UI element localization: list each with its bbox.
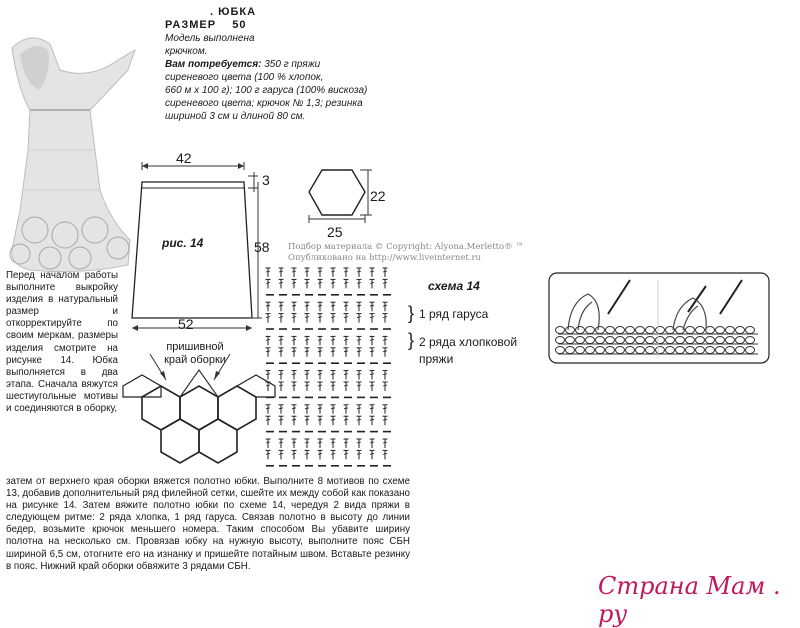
chart-stitch-bar xyxy=(305,271,309,272)
chart-stitch-bar xyxy=(305,385,309,386)
chart-stitch-bar xyxy=(357,351,361,352)
chart-stitch-bar xyxy=(318,442,322,443)
need-line1: Вам потребуется: 350 г пряжи xyxy=(165,59,321,70)
chart-stitch-bar xyxy=(305,317,309,318)
chart-stitch-bar xyxy=(357,374,361,375)
chart-stitch-bar xyxy=(370,282,374,283)
need-line2: сиреневого цвета (100 % хлопок, xyxy=(165,72,324,83)
chart-stitch-bar xyxy=(305,305,309,306)
figure-label: рис. 14 xyxy=(162,236,204,250)
chart-stitch-bar xyxy=(344,339,348,340)
legend-cotton: 2 ряда хлопковой пряжи xyxy=(419,335,518,366)
chart-stitch-bar xyxy=(344,442,348,443)
chart-stitch-bar xyxy=(292,419,296,420)
chart-stitch-bar xyxy=(318,282,322,283)
chart-stitch-bar xyxy=(344,419,348,420)
chart-stitch-bar xyxy=(331,271,335,272)
chart-stitch-bar xyxy=(266,351,270,352)
chart-row xyxy=(266,405,388,414)
chart-stitch-bar xyxy=(331,339,335,340)
chart-row xyxy=(266,302,388,311)
chart-stitch-bar xyxy=(357,317,361,318)
hex-dim-width: 25 xyxy=(327,224,343,240)
chart-stitch-bar xyxy=(305,282,309,283)
chart-stitch-bar xyxy=(279,271,283,272)
chart-stitch-bar xyxy=(292,408,296,409)
chart-stitch-bar xyxy=(383,305,387,306)
chart-stitch-bar xyxy=(305,408,309,409)
chart-stitch-bar xyxy=(331,453,335,454)
chart-stitch-bar xyxy=(318,305,322,306)
chart-stitch-bar xyxy=(357,271,361,272)
skirt-photo xyxy=(0,30,140,280)
chart-stitch-bar xyxy=(357,339,361,340)
model-line2: крючком. xyxy=(165,46,208,57)
chart-stitch-bar xyxy=(292,351,296,352)
chart-stitch-bar xyxy=(292,305,296,306)
chart-stitch-bar xyxy=(318,374,322,375)
sewn-edge-label: пришивной край оборки xyxy=(164,341,226,366)
chart-stitch-bar xyxy=(266,385,270,386)
chart-stitch-bar xyxy=(331,419,335,420)
chart-stitch-bar xyxy=(292,339,296,340)
chart-stitch-bar xyxy=(292,453,296,454)
chart-stitch-bar xyxy=(383,442,387,443)
chart-row xyxy=(266,439,388,448)
dim-height: 58 xyxy=(254,239,270,255)
chart-row xyxy=(266,336,388,345)
legend-garus: 1 ряд гаруса xyxy=(419,307,489,321)
credit-text: Подбор материала © Copyright: Alyona.Merletto® ™ Опубликовано на http://www.liveinternet.ru xyxy=(288,242,524,263)
chart-stitch-bar xyxy=(318,453,322,454)
chart-stitch-bar xyxy=(279,453,283,454)
chart-stitch-bar xyxy=(370,419,374,420)
chart-stitch-bar xyxy=(305,453,309,454)
chart-row xyxy=(266,450,388,459)
chart-stitch-bar xyxy=(279,317,283,318)
chart-stitch-bar xyxy=(357,453,361,454)
chart-stitch-bar xyxy=(344,408,348,409)
instructions-bottom: затем от верхнего края оборки вяжется полотно юбки. Выполните 8 мотивов по схеме 13, добавив дополнительный ряд филейной сетки, сшейте их между собой как показано на рисунке 14. Затем вяжите полотно юбки по схеме 14, чередуя 2 вида пряжи в следующем ритме: 2 ряда хлопка, 1 ряд гаруса. Связав полотно в высоту до линии бедер, возьмите крючок меньшего номера. Таким способом Вы убавите ширину полотна на несколько см. Провязав юбку на нужную высоту, выполните пояс СБН шириной 6,5 см, отогните его на изнанку и пришейте потайным швом. Вставьте резинку в пояс. Нижний край оборки обвяжите 3 рядами СБН. xyxy=(6,476,410,572)
chart-stitch-bar xyxy=(383,453,387,454)
chart-stitch-bar xyxy=(318,351,322,352)
chart-stitch-bar xyxy=(318,339,322,340)
dim-waist: 3 xyxy=(262,172,270,188)
chart-stitch-bar xyxy=(292,374,296,375)
chart-stitch-bar xyxy=(292,271,296,272)
chart-stitch-bar xyxy=(370,453,374,454)
schema-title: схема 14 xyxy=(428,279,480,293)
hex-dim-height: 22 xyxy=(370,188,386,204)
chart-stitch-bar xyxy=(318,419,322,420)
chart-stitch-bar xyxy=(331,374,335,375)
chart-stitch-bar xyxy=(331,351,335,352)
chart-stitch-bar xyxy=(383,419,387,420)
chart-row xyxy=(266,348,388,357)
chart-stitch-bar xyxy=(305,442,309,443)
chart-stitch-bar xyxy=(331,408,335,409)
chart-stitch-bar xyxy=(370,374,374,375)
chart-stitch-bar xyxy=(331,385,335,386)
materials-info xyxy=(165,32,375,123)
chart-stitch-bar xyxy=(318,271,322,272)
chart-stitch-bar xyxy=(266,339,270,340)
chart-stitch-bar xyxy=(370,317,374,318)
chart-stitch-bar xyxy=(305,339,309,340)
chart-stitch-bar xyxy=(357,385,361,386)
site-logo: Страна Мам . ру xyxy=(598,572,781,628)
chart-stitch-bar xyxy=(279,282,283,283)
chart-stitch-bar xyxy=(266,374,270,375)
chart-stitch-bar xyxy=(370,351,374,352)
model-line1: Модель выполнена xyxy=(165,33,255,44)
chart-stitch-bar xyxy=(344,351,348,352)
chart-stitch-bar xyxy=(383,374,387,375)
brace-1: } xyxy=(408,303,415,323)
chart-stitch-bar xyxy=(266,442,270,443)
chart-stitch-bar xyxy=(292,282,296,283)
chart-stitch-bar xyxy=(292,442,296,443)
chart-stitch-bar xyxy=(370,305,374,306)
chart-row xyxy=(266,371,388,380)
crochet-chart xyxy=(262,262,415,474)
chart-stitch-bar xyxy=(318,385,322,386)
chart-row xyxy=(266,382,388,391)
chart-stitch-bar xyxy=(357,282,361,283)
chart-stitch-bar xyxy=(344,305,348,306)
dim-width-top: 42 xyxy=(176,150,192,166)
chart-stitch-bar xyxy=(370,385,374,386)
article-title: . ЮБКА xyxy=(210,6,257,18)
chart-stitch-bar xyxy=(357,305,361,306)
chart-stitch-bar xyxy=(370,442,374,443)
instructions-left-column: Перед началом работы выполните выкройку изделия в натуральный размер и откорректируйте по своим меркам, размеры изделия смотрите на рисунке 14. Юбка выполняется в два этапа. Сначала вяжутся шестиугольные мотивы и соединяются в оборку, xyxy=(6,270,118,415)
chart-stitch-bar xyxy=(370,408,374,409)
chart-row xyxy=(266,314,388,323)
chart-stitch-bar xyxy=(305,374,309,375)
chart-row xyxy=(266,416,388,425)
chart-stitch-bar xyxy=(266,453,270,454)
chart-stitch-bar xyxy=(370,271,374,272)
chart-stitch-bar xyxy=(318,317,322,318)
need-line3: 660 м х 100 г); 100 г гаруса (100% вискоза) xyxy=(165,85,368,96)
chart-stitch-bar xyxy=(279,385,283,386)
chart-stitch-bar xyxy=(383,271,387,272)
brace-2: } xyxy=(408,330,415,350)
chart-stitch-bar xyxy=(383,408,387,409)
chart-stitch-bar xyxy=(344,385,348,386)
hexagon-motif xyxy=(300,165,380,230)
chart-row xyxy=(266,268,388,277)
chart-stitch-bar xyxy=(344,271,348,272)
chart-stitch-bar xyxy=(266,282,270,283)
chart-stitch-bar xyxy=(305,351,309,352)
chart-stitch-bar xyxy=(331,317,335,318)
chart-stitch-bar xyxy=(305,419,309,420)
chart-stitch-bar xyxy=(279,339,283,340)
chart-stitch-bar xyxy=(331,305,335,306)
chart-stitch-bar xyxy=(266,419,270,420)
chart-stitch-bar xyxy=(266,271,270,272)
chart-stitch-bar xyxy=(383,317,387,318)
chart-stitch-bar xyxy=(383,339,387,340)
dim-width-bottom: 52 xyxy=(178,316,194,332)
chart-stitch-bar xyxy=(383,282,387,283)
chart-stitch-bar xyxy=(279,442,283,443)
chart-stitch-bar xyxy=(292,385,296,386)
chart-stitch-bar xyxy=(266,408,270,409)
chart-row xyxy=(266,279,388,288)
chart-stitch-bar xyxy=(357,442,361,443)
chart-stitch-bar xyxy=(331,282,335,283)
chart-stitch-bar xyxy=(266,305,270,306)
chart-stitch-bar xyxy=(279,374,283,375)
need-line5: шириной 3 см и длиной 80 см. xyxy=(165,111,306,122)
chart-stitch-bar xyxy=(279,305,283,306)
chart-stitch-bar xyxy=(318,408,322,409)
size-line: РАЗМЕР 50 xyxy=(165,19,247,31)
chart-stitch-bar xyxy=(344,282,348,283)
chart-stitch-bar xyxy=(279,351,283,352)
chart-stitch-bar xyxy=(279,419,283,420)
need-line4: сиреневого цвета; крючок № 1,3; резинка xyxy=(165,98,363,109)
crochet-technique-illustration xyxy=(548,272,770,364)
chart-stitch-bar xyxy=(279,408,283,409)
chart-stitch-bar xyxy=(344,317,348,318)
chart-stitch-bar xyxy=(383,385,387,386)
chart-stitch-bar xyxy=(357,419,361,420)
chart-stitch-bar xyxy=(344,453,348,454)
chart-stitch-bar xyxy=(331,442,335,443)
chart-stitch-bar xyxy=(344,374,348,375)
chart-stitch-bar xyxy=(370,339,374,340)
chart-stitch-bar xyxy=(292,317,296,318)
chart-stitch-bar xyxy=(383,351,387,352)
chart-stitch-bar xyxy=(357,408,361,409)
chart-stitch-bar xyxy=(266,317,270,318)
hexagon-arrangement xyxy=(118,340,278,470)
